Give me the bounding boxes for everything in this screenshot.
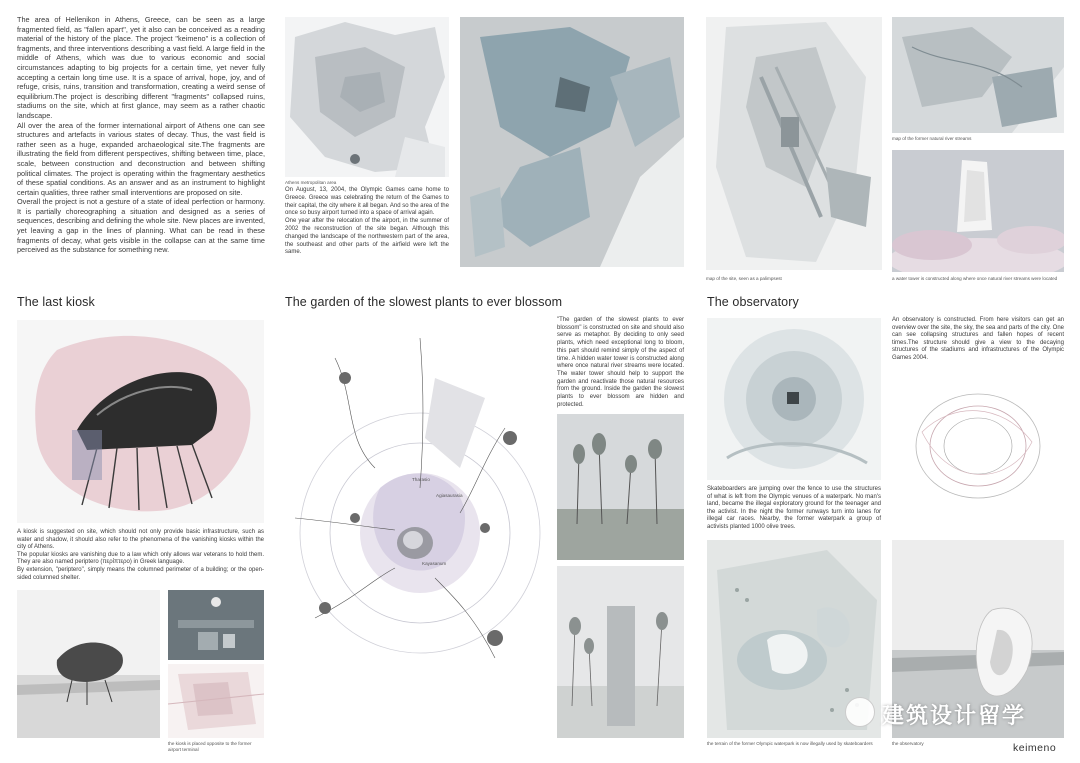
intro-paragraph-2: All over the area of the former international airport of Athens one can see structures and artefacts in various states of decay. Thus, the vast field is rather seen as a huge, expanded archaeological site.The fragments are illustrating the field from different perspectives, shifting between time, place, scale, between construction and deconstruction and between shifting political climates. The project is operating within the fragmentary aesthetics of these spatial conditions. As an answer and as an instrument to highlight certain qualities, three rather small interventions are proposed on site.: [17, 120, 265, 197]
intro-paragraph-1: The area of Hellenikon in Athens, Greece, can be seen as a large fragmented field, as "fallen apart", yet it also can be conceived as a reading material of the history of the place. The project "keimeno" is a collection of fragments, and three interventions describing a vast field. A large field in the middle of Athens, which was due to various economic and social circumstances adapting to big projects for a certain time, yet never fully accepting a certain long time use. It is a space of arrival, hope, joy, and of refuge, crisis, ruins, transition and transformation, creating a weird sense of equilibrium.The project is describing different "fragments" collapsed ruins, stadiums on the site, which at first glance, may seem as a rather chaotic landscape.: [17, 15, 265, 120]
caption-water-tower: a water tower is constructed along where once natural river streams were located: [892, 276, 1058, 281]
intro-paragraph-3: Overall the project is not a gesture of a state of ideal perfection or harmony. It is partially choreographing a situation and designed as a series of sequences, describing and defining the whole site. New places are invented, yet leaving a gap in the lines of planning. What can be read in these fragments of decay, what gets visible in the collapse can at the same time perceived as the substance for something new.: [17, 197, 265, 255]
water-tower-photo: [892, 150, 1064, 272]
garden-plants-photo: [557, 414, 684, 560]
olympic-paragraph-1: On August, 13, 2004, the Olympic Games came home to Greece. Greece was celebrating the return of the Games to their capital, the city where it all began. And so the area of the once so busy airport turned into a space of arrival again.: [285, 187, 449, 217]
kiosk-landscape-render: [17, 590, 160, 738]
kiosk-paragraph-2: The popular kiosks are vanishing due to a law which only allows war veterans to hold them. They are also named periptero (περίπτερο) in Greek language.: [17, 551, 264, 566]
kiosk-terminal-plan: [168, 664, 264, 738]
kiosk-caption: the kiosk is placed opposite to the former airport terminal: [168, 741, 252, 752]
garden-label-1: Tharasio: [412, 477, 430, 482]
caption-metropolitan: Athens metropolitan area: [285, 180, 337, 185]
garden-plan-drawing: [285, 318, 550, 738]
kiosk-title: The last kiosk: [17, 295, 95, 309]
observatory-title: The observatory: [707, 295, 799, 309]
skateboard-text: Skateboarders are jumping over the fence to use the structures of what is left from the Olympic venues of a waterpark. No man's land, became the illegal exploratory ground for the teenager and the activist. In the night the former runways turn into lanes for illegal car races. Nearby, the former waterpark a group of activists planted 1000 olive trees.: [707, 486, 881, 530]
observatory-text: An observatory is constructed. From here visitors can get an overview over the site, the sky, the sea and parts of the city. One can see collapsing structures and fallen hopes of recent times.The structure should give a view to the decaying structures of the stadiums and infrastructures of the Olympic Games 2004.: [892, 317, 1064, 361]
site-map-large: [460, 17, 684, 267]
river-streams-map: [892, 17, 1064, 133]
site-palimpsest-map: [706, 17, 882, 270]
watermark-text: 建筑设计留学: [882, 704, 1027, 729]
garden-title: The garden of the slowest plants to ever blossom: [285, 295, 563, 309]
observatory-wireframe: [892, 372, 1064, 520]
intro-text: [17, 15, 265, 255]
kiosk-paragraph-3: By extension, "periptero", simply means the columned perimeter of a building; or the open-sided columned shelter.: [17, 566, 264, 581]
kiosk-paragraph-1: A kiosk is suggested on site, which should not only provide basic infrastructure, such as water and shadow, it should also refer to the phenomena of the vanishing kiosks within the city of Athens.: [17, 529, 264, 551]
garden-label-2: Agiasaurasia: [436, 493, 463, 498]
watermark-logo-icon: [845, 697, 875, 727]
observatory-site-plan: [707, 318, 881, 480]
garden-tower-photo: [557, 566, 684, 738]
garden-label-3: Kayasanum: [422, 561, 447, 566]
project-name: keimeno: [1013, 742, 1057, 754]
caption-waterpark: the terrain of the former Olympic waterpark is now illegally used by skateboarders: [707, 741, 873, 746]
kiosk-text: [17, 529, 264, 582]
caption-streams: map of the former natural river streams: [892, 136, 972, 141]
athens-metropolitan-map: [285, 17, 449, 177]
olympic-text: [285, 187, 449, 257]
kiosk-site-plan: [168, 590, 264, 660]
olympic-paragraph-2: One year after the relocation of the airport, in the summer of 2002 the reconstruction of the site began. Although this changed the landscape of the northwestern part of the area, the southeast and other parts of the airfield were left the same.: [285, 218, 449, 256]
caption-site-map: map of the site, seen as a palimpsest: [706, 276, 782, 281]
garden-text: "The garden of the slowest plants to ever blossom" is constructed on site and should also serve as metaphor. By deciding to only seed plants, which need exceptional long to bloom, this part should remind simply of the aspect of time. A hidden water tower is constructed along where once natural river streams were located. The water tower should help to support the garden and reactivate those natural resources from the ground. Inside the garden the slowest plants to ever blossom are hidden and protected.: [557, 317, 684, 408]
kiosk-render: [17, 320, 264, 523]
caption-observatory: the observatory: [892, 741, 924, 746]
